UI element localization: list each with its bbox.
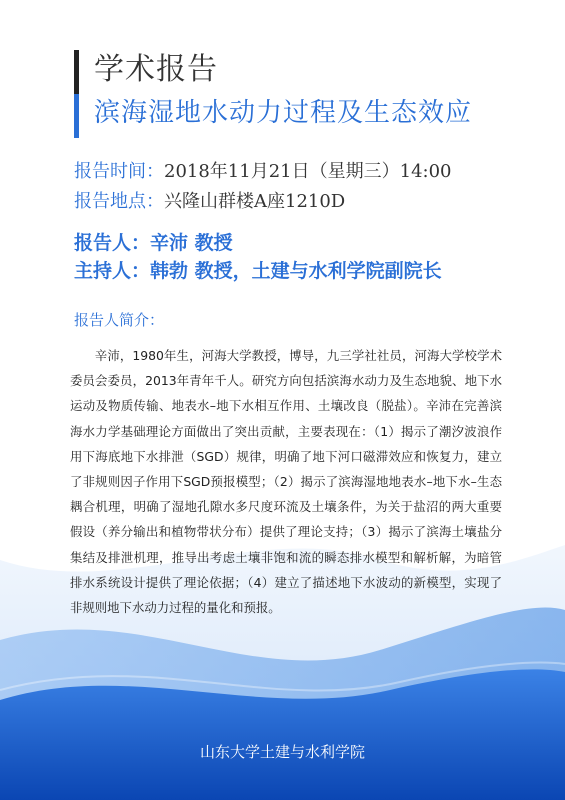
report-location-value: 兴隆山群楼A座1210D xyxy=(164,191,346,212)
organizer-footer: 山东大学土建与水利学院 xyxy=(199,743,365,761)
report-location-row xyxy=(74,190,345,214)
report-time-label: 报告时间： xyxy=(74,161,164,182)
speaker-line: 报告人：辛沛 教授 xyxy=(74,232,233,254)
title-accent-bar-blue xyxy=(74,94,79,138)
report-topic: 滨海湿地水动力过程及生态效应 xyxy=(94,98,473,128)
host-line: 主持人：韩勃 教授，土建与水利学院副院长 xyxy=(74,260,442,282)
title-accent-bar xyxy=(74,50,79,138)
report-time-value: 2018年11月21日（星期三）14:00 xyxy=(164,161,452,182)
bio-text: 辛沛，1980年生，河海大学教授，博导，九三学社社员，河海大学校学术委员会委员，2013年青年千人。研究方向包括滨海水动力及生态地貌、地下水运动及物质传输、地表水–地下水相互作用、土壤改良（脱盐）。辛沛在完善滨海水力学基础理论方面做出了突出贡献，主要表现在：（1）揭示了潮汐波浪作用下海底地下水排泄（SGD）规律，明确了地下河口磁滞效应和恢复力，建立了非规则因子作用下SGD预报模型；（2）揭示了滨海湿地地表水–地下水–生态耦合机理，明确了湿地孔隙水多尺度环流及土壤条件，为关于盐沼的两大重要假设（养分输出和植物带状分布）提供了理论支持；（3）揭示了滨海土壤盐分集结及排泄机理，推导出考虑土壤非饱和流的瞬态排水模型和解析解，为暗管排水系统设计提供了理论依据；（4）建立了描述地下水波动的新模型，实现了非规则地下水动力过程的量化和预报。 xyxy=(70,348,502,616)
report-time-row xyxy=(74,160,452,184)
report-location-label: 报告地点： xyxy=(74,191,164,212)
bio-heading: 报告人简介： xyxy=(74,311,165,329)
poster-title: 学术报告 xyxy=(94,52,218,87)
